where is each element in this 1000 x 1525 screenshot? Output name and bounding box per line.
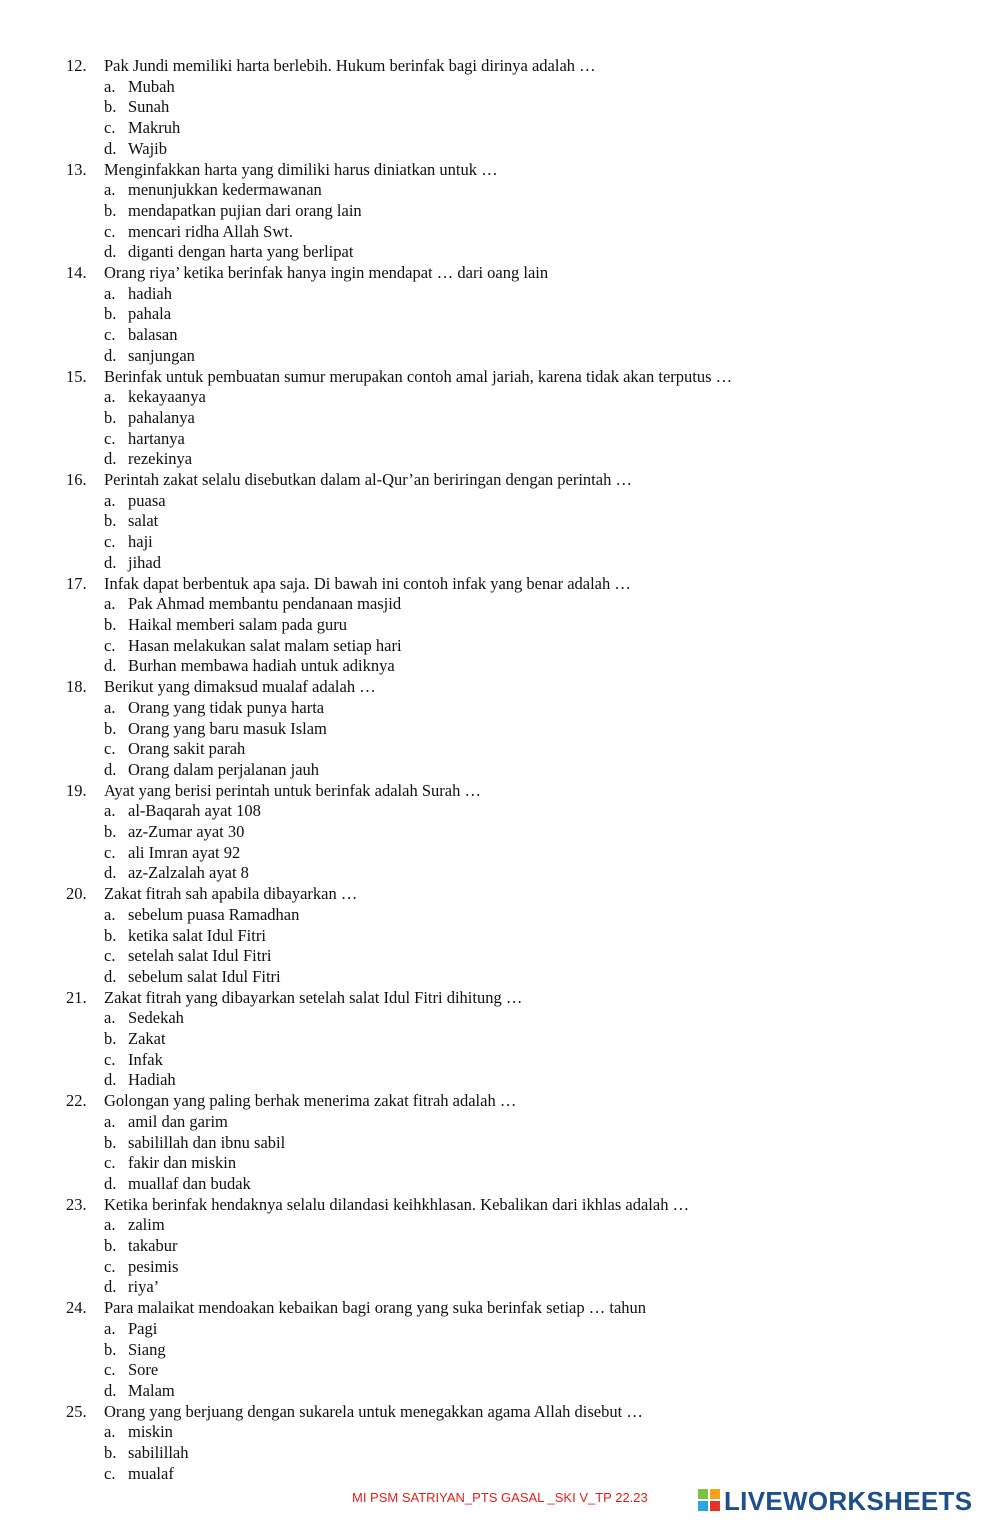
option-letter: c.: [104, 221, 116, 241]
answer-option: [66, 1050, 966, 1071]
option-text: Wajib: [128, 138, 167, 158]
question: [66, 781, 966, 802]
option-letter: d.: [104, 552, 117, 572]
option-text: Hadiah: [128, 1070, 176, 1090]
question-text: Perintah zakat selalu disebutkan dalam al-Qur’an beriringan dengan perintah …: [104, 470, 632, 490]
option-text: hadiah: [128, 283, 172, 303]
answer-option: [66, 905, 966, 926]
answer-option: [66, 1008, 966, 1029]
option-text: Sedekah: [128, 1008, 184, 1028]
question-number: 14.: [66, 263, 87, 283]
liveworksheets-logo-icon: [697, 1488, 721, 1512]
question-number: 17.: [66, 573, 87, 593]
option-text: mualaf: [128, 1463, 174, 1483]
answer-option: [66, 801, 966, 822]
option-letter: c.: [104, 739, 116, 759]
option-text: muallaf dan budak: [128, 1173, 251, 1193]
option-text: Pak Ahmad membantu pendanaan masjid: [128, 594, 402, 614]
answer-option: [66, 636, 966, 657]
option-letter: b.: [104, 925, 117, 945]
option-letter: a.: [104, 387, 116, 407]
answer-option: [66, 863, 966, 884]
answer-option: [66, 822, 966, 843]
question-number: 22.: [66, 1091, 87, 1111]
option-letter: c.: [104, 1463, 116, 1483]
option-letter: d.: [104, 656, 117, 676]
answer-option: [66, 1443, 966, 1464]
answer-option: [66, 511, 966, 532]
question-text: Berikut yang dimaksud mualaf adalah …: [104, 677, 376, 697]
option-text: haji: [128, 532, 153, 552]
question: [66, 263, 966, 284]
option-letter: b.: [104, 1443, 117, 1463]
option-letter: c.: [104, 1049, 116, 1069]
answer-option: [66, 387, 966, 408]
question-number: 19.: [66, 780, 87, 800]
option-text: sabilillah: [128, 1443, 189, 1463]
option-text: Infak: [128, 1049, 163, 1069]
option-letter: d.: [104, 966, 117, 986]
question-list: [66, 56, 966, 1485]
answer-option: [66, 1422, 966, 1443]
option-text: fakir dan miskin: [128, 1153, 237, 1173]
option-letter: a.: [104, 1111, 116, 1131]
option-text: Makruh: [128, 118, 181, 138]
answer-option: [66, 408, 966, 429]
option-text: riya’: [128, 1277, 160, 1297]
option-text: menunjukkan kedermawanan: [128, 180, 322, 200]
option-text: diganti dengan harta yang berlipat: [128, 242, 354, 262]
answer-option: [66, 760, 966, 781]
option-text: Burhan membawa hadiah untuk adiknya: [128, 656, 395, 676]
option-letter: a.: [104, 283, 116, 303]
question-number: 18.: [66, 677, 87, 697]
option-text: zalim: [128, 1215, 165, 1235]
answer-option: [66, 346, 966, 367]
option-letter: c.: [104, 428, 116, 448]
question-text: Golongan yang paling berhak menerima zakat fitrah adalah …: [104, 1091, 517, 1111]
question-text: Menginfakkan harta yang dimiliki harus diniatkan untuk …: [104, 159, 498, 179]
liveworksheets-brand: LIVEWORKSHEETS: [724, 1486, 973, 1516]
option-letter: c.: [104, 1256, 116, 1276]
answer-option: [66, 222, 966, 243]
answer-option: [66, 429, 966, 450]
option-text: Haikal memberi salam pada guru: [128, 614, 348, 634]
answer-option: [66, 77, 966, 98]
option-text: sabilillah dan ibnu sabil: [128, 1132, 286, 1152]
answer-option: [66, 946, 966, 967]
option-text: al-Baqarah ayat 108: [128, 801, 261, 821]
option-letter: a.: [104, 180, 116, 200]
answer-option: [66, 1112, 966, 1133]
option-text: puasa: [128, 490, 166, 510]
answer-option: [66, 1133, 966, 1154]
option-text: Pagi: [128, 1318, 158, 1338]
option-text: sebelum puasa Ramadhan: [128, 904, 300, 924]
option-text: Malam: [128, 1381, 175, 1400]
answer-option: [66, 449, 966, 470]
option-text: pahalanya: [128, 407, 195, 427]
question-text: Orang yang berjuang dengan sukarela untuk menegakkan agama Allah disebut …: [104, 1401, 643, 1421]
option-letter: b.: [104, 1132, 117, 1152]
answer-option: [66, 242, 966, 263]
option-letter: d.: [104, 1381, 117, 1400]
question-text: Berinfak untuk pembuatan sumur merupakan contoh amal jariah, karena tidak akan terputus …: [104, 366, 733, 386]
option-letter: b.: [104, 1029, 117, 1049]
option-text: salat: [128, 511, 159, 531]
question: [66, 884, 966, 905]
option-text: pesimis: [128, 1256, 179, 1276]
question-text: Zakat fitrah yang dibayarkan setelah salat Idul Fitri dihitung …: [104, 987, 523, 1007]
answer-option: [66, 97, 966, 118]
option-text: Sore: [128, 1360, 159, 1380]
question-number: 13.: [66, 159, 87, 179]
question-number: 23.: [66, 1194, 87, 1214]
option-letter: b.: [104, 614, 117, 634]
option-text: setelah salat Idul Fitri: [128, 946, 272, 966]
question: [66, 1195, 966, 1216]
answer-option: [66, 594, 966, 615]
option-letter: b.: [104, 822, 117, 842]
option-letter: b.: [104, 407, 117, 427]
option-letter: d.: [104, 759, 117, 779]
option-text: Sunah: [128, 97, 170, 117]
question-number: 24.: [66, 1298, 87, 1318]
option-letter: d.: [104, 863, 117, 883]
option-text: mencari ridha Allah Swt.: [128, 221, 293, 241]
question: [66, 1091, 966, 1112]
option-letter: c.: [104, 118, 116, 138]
answer-option: [66, 1277, 966, 1298]
answer-option: [66, 201, 966, 222]
option-text: sebelum salat Idul Fitri: [128, 966, 281, 986]
answer-option: [66, 284, 966, 305]
option-text: takabur: [128, 1236, 178, 1256]
option-letter: a.: [104, 1318, 116, 1338]
option-letter: d.: [104, 1277, 117, 1297]
option-letter: c.: [104, 1153, 116, 1173]
answer-option: [66, 180, 966, 201]
option-letter: a.: [104, 76, 116, 96]
option-letter: d.: [104, 242, 117, 262]
option-letter: a.: [104, 1215, 116, 1235]
question-text: Pak Jundi memiliki harta berlebih. Hukum berinfak bagi dirinya adalah …: [104, 56, 596, 75]
option-letter: b.: [104, 1236, 117, 1256]
option-text: kekayaanya: [128, 387, 206, 407]
answer-option: [66, 1319, 966, 1340]
option-text: Mubah: [128, 76, 175, 96]
option-letter: a.: [104, 1008, 116, 1028]
question-text: Zakat fitrah sah apabila dibayarkan …: [104, 884, 358, 904]
option-letter: b.: [104, 200, 117, 220]
answer-option: [66, 719, 966, 740]
option-letter: a.: [104, 801, 116, 821]
option-text: amil dan garim: [128, 1111, 228, 1131]
question: [66, 367, 966, 388]
question-text: Ayat yang berisi perintah untuk berinfak adalah Surah …: [104, 780, 481, 800]
option-text: Hasan melakukan salat malam setiap hari: [128, 635, 402, 655]
option-letter: d.: [104, 138, 117, 158]
option-text: jihad: [128, 552, 161, 572]
answer-option: [66, 926, 966, 947]
option-letter: d.: [104, 1070, 117, 1090]
question-number: 25.: [66, 1401, 87, 1421]
option-letter: b.: [104, 304, 117, 324]
option-letter: b.: [104, 1339, 117, 1359]
answer-option: [66, 1360, 966, 1381]
option-text: Orang sakit parah: [128, 739, 246, 759]
option-letter: c.: [104, 635, 116, 655]
answer-option: [66, 843, 966, 864]
answer-option: [66, 1174, 966, 1195]
option-letter: b.: [104, 97, 117, 117]
option-text: pahala: [128, 304, 172, 324]
answer-option: [66, 967, 966, 988]
option-text: mendapatkan pujian dari orang lain: [128, 200, 362, 220]
answer-option: [66, 739, 966, 760]
option-text: balasan: [128, 325, 178, 345]
question-text: Infak dapat berbentuk apa saja. Di bawah ini contoh infak yang benar adalah …: [104, 573, 631, 593]
option-letter: b.: [104, 511, 117, 531]
answer-option: [66, 615, 966, 636]
option-text: Siang: [128, 1339, 166, 1359]
question-number: 15.: [66, 366, 87, 386]
question-text: Orang riya’ ketika berinfak hanya ingin mendapat … dari oang lain: [104, 263, 549, 283]
option-letter: c.: [104, 946, 116, 966]
option-letter: c.: [104, 1360, 116, 1380]
answer-option: [66, 1215, 966, 1236]
option-text: miskin: [128, 1422, 173, 1442]
answer-option: [66, 1257, 966, 1278]
page-footer: [0, 1484, 1000, 1524]
option-text: az-Zumar ayat 30: [128, 822, 245, 842]
answer-option: [66, 1070, 966, 1091]
answer-option: [66, 325, 966, 346]
answer-option: [66, 1464, 966, 1485]
question-number: 16.: [66, 470, 87, 490]
question: [66, 56, 966, 77]
option-text: az-Zalzalah ayat 8: [128, 863, 249, 883]
option-text: hartanya: [128, 428, 185, 448]
question-number: 20.: [66, 884, 87, 904]
answer-option: [66, 1340, 966, 1361]
question: [66, 160, 966, 181]
option-letter: c.: [104, 532, 116, 552]
answer-option: [66, 1381, 966, 1402]
question: [66, 677, 966, 698]
answer-option: [66, 491, 966, 512]
option-letter: a.: [104, 904, 116, 924]
question: [66, 1298, 966, 1319]
option-letter: d.: [104, 345, 117, 365]
question: [66, 988, 966, 1009]
option-text: ketika salat Idul Fitri: [128, 925, 266, 945]
option-text: Zakat: [128, 1029, 166, 1049]
answer-option: [66, 1029, 966, 1050]
question: [66, 574, 966, 595]
option-letter: a.: [104, 1422, 116, 1442]
answer-option: [66, 698, 966, 719]
answer-option: [66, 139, 966, 160]
footer-label: MI PSM SATRIYAN_PTS GASAL _SKI V_TP 22.23: [352, 1490, 648, 1505]
option-letter: a.: [104, 490, 116, 510]
option-letter: d.: [104, 449, 117, 469]
option-text: rezekinya: [128, 449, 193, 469]
option-text: sanjungan: [128, 345, 195, 365]
option-text: Orang yang baru masuk Islam: [128, 718, 327, 738]
option-letter: b.: [104, 718, 117, 738]
answer-option: [66, 532, 966, 553]
answer-option: [66, 118, 966, 139]
answer-option: [66, 304, 966, 325]
question: [66, 470, 966, 491]
option-letter: a.: [104, 697, 116, 717]
answer-option: [66, 1153, 966, 1174]
answer-option: [66, 656, 966, 677]
option-text: Orang yang tidak punya harta: [128, 697, 325, 717]
option-letter: c.: [104, 325, 116, 345]
answer-option: [66, 553, 966, 574]
answer-option: [66, 1236, 966, 1257]
option-text: ali Imran ayat 92: [128, 842, 241, 862]
option-letter: d.: [104, 1173, 117, 1193]
question-text: Para malaikat mendoakan kebaikan bagi orang yang suka berinfak setiap … tahun: [104, 1298, 647, 1318]
question-number: 21.: [66, 987, 87, 1007]
question-text: Ketika berinfak hendaknya selalu dilandasi keihkhlasan. Kebalikan dari ikhlas adalah …: [104, 1194, 690, 1214]
option-letter: a.: [104, 594, 116, 614]
question-number: 12.: [66, 56, 87, 75]
option-letter: c.: [104, 842, 116, 862]
question: [66, 1402, 966, 1423]
option-text: Orang dalam perjalanan jauh: [128, 759, 320, 779]
